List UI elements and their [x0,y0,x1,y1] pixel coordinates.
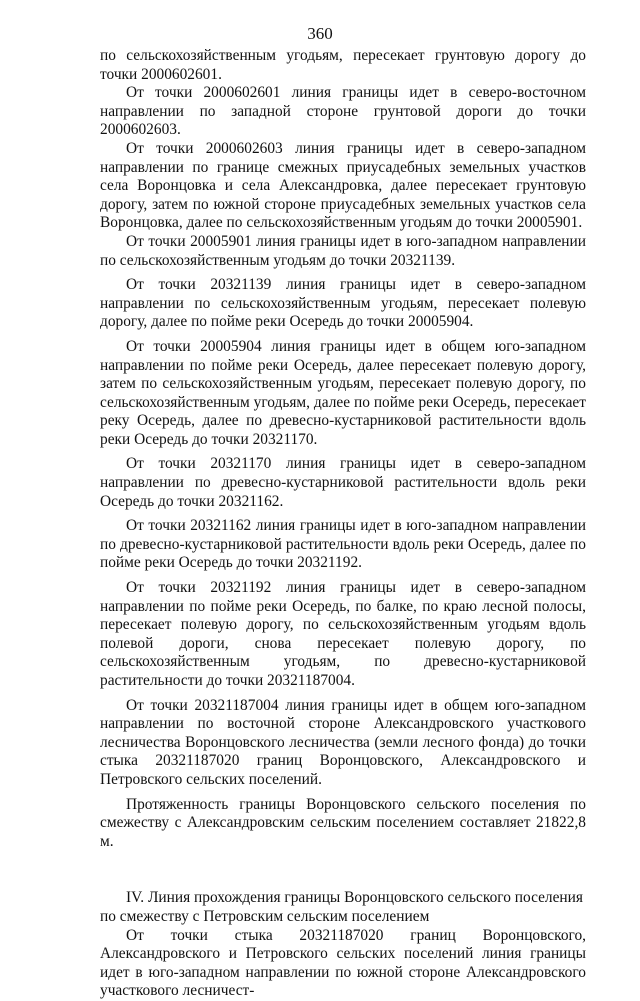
paragraph: От точки 20321162 линия границы идет в юго-западном направлении по древесно-кустарниковой растительности вдоль реки Осередь, далее по пойме реки Осередь до точки 20321192. [100,517,586,572]
paragraph: От точки 20321187004 линия границы идет в общем юго-западном направлении по восточной стороне Александровского участкового лесничества Воронцовского лесничества (земли лесного фонда) до точки стыка 20321187020 границ Воронцовского, Александровского и Петровского сельских поселений. [100,696,586,788]
paragraph: От точки 20005901 линия границы идет в юго-западном направлении по сельскохозяйственным угодьям до точки 20321139. [100,232,586,269]
paragraph: От точки 20005904 линия границы идет в общем юго-западном направлении по пойме реки Осередь, далее пересекает полевую дорогу, затем по сельскохозяйственным угодьям, пересекает полевую дорогу, по сельскохозяйственным угодьям, далее по пойме реки Осередь, пересекает реку Осередь, далее по древесно-кустарниковой растительности вдоль реки Осередь до точки 20321170. [100,337,586,448]
paragraph-continuation: по сельскохозяйственным угодьям, пересекает грунтовую дорогу до точки 2000602601. [100,47,586,83]
paragraph: От точки 20321192 линия границы идет в северо-западном направлении по пойме реки Осередь, по балке, по краю лесной полосы, пересекает полевую дорогу, по сельскохозяйственным угодьям вдоль полевой дороги, снова пересекает полевую дорогу, по сельскохозяйственным угодьям, по древесно-кустарниковой растительности до точки 20321187004. [100,579,586,689]
document-body [100,47,586,1001]
section-heading: IV. Линия прохождения границы Воронцовского сельского поселения по смежеству с Петровским сельским поселением [100,889,583,925]
page-number: 360 [307,24,333,43]
paragraph: От точки 20321139 линия границы идет в северо-западном направлении по сельскохозяйственным угодьям, пересекает полевую дорогу, далее по пойме реки Осередь до точки 20005904. [100,276,586,331]
paragraph: От точки 2000602601 линия границы идет в северо-восточном направлении по западной стороне грунтовой дороги до точки 2000602603. [100,84,586,139]
paragraph: От точки 20321170 линия границы идет в северо-западном направлении по древесно-кустарниковой растительности вдоль реки Осередь до точки 20321162. [100,455,586,510]
paragraph: От точки стыка 20321187020 границ Воронцовского, Александровского и Петровского сельских поселений линия границы идет в юго-западном направлении по южной стороне Александровского участкового лесничест- [100,926,586,1000]
boundary-length-summary: Протяженность границы Воронцовского сельского поселения по смежеству с Александровским сельским поселением составляет 21822,8 м. [100,795,586,850]
paragraph: От точки 2000602603 линия границы идет в северо-западном направлении по границе смежных приусадебных земельных участков села Воронцовка и села Александровка, далее пересекает грунтовую дорогу, затем по южной стороне приусадебных земельных участков села Воронцовка, далее по сельскохозяйственным угодьям до точки 20005901. [100,139,586,232]
